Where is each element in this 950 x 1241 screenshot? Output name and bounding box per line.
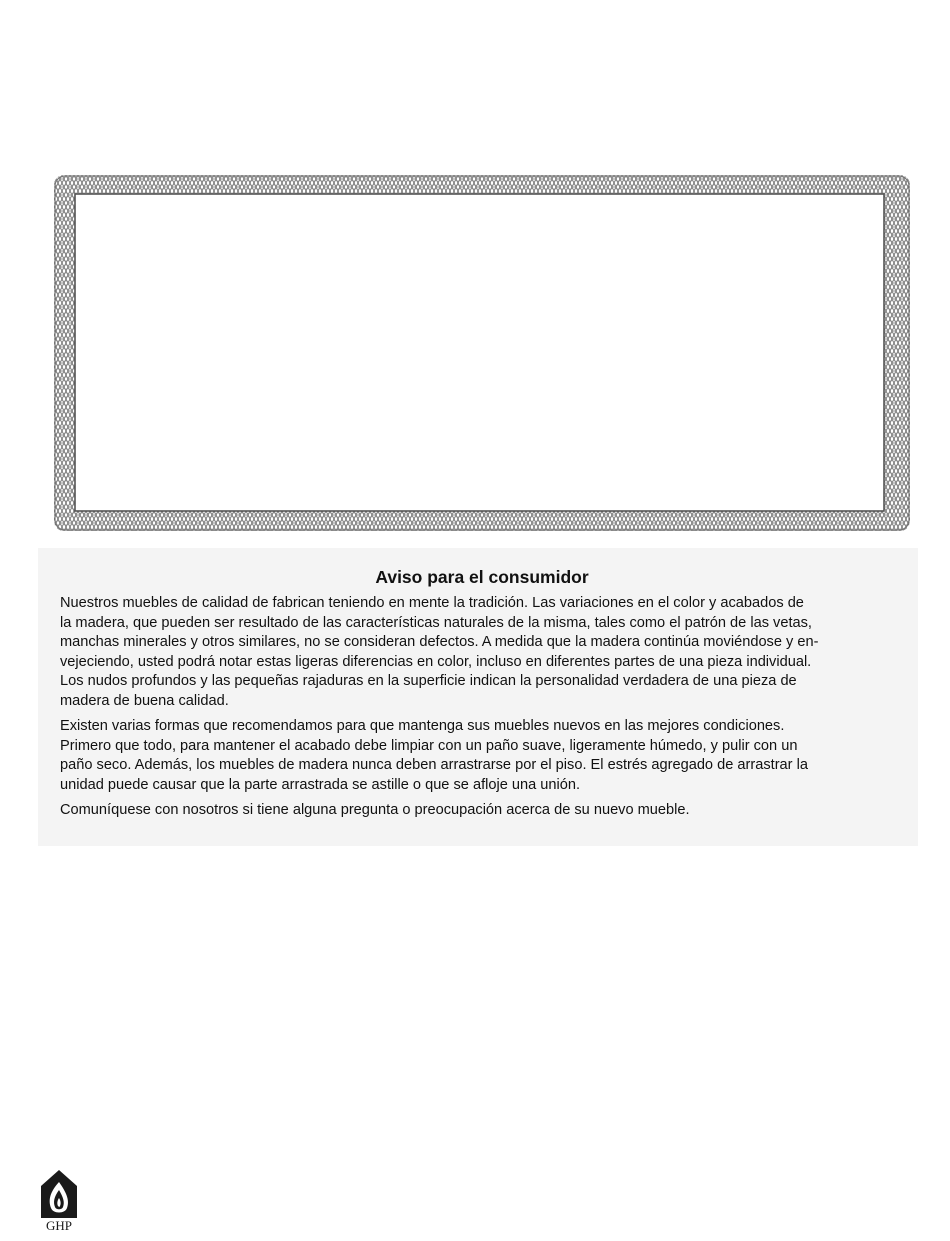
- notice-body: [60, 594, 900, 827]
- paragraph-line: Primero que todo, para mantener el acabado debe limpiar con un paño suave, ligeramente húmedo, y pulir con un: [60, 737, 798, 754]
- paragraph-line: Nuestros muebles de calidad de fabrican teniendo en mente la tradición. Las variaciones en el color y acabados de: [60, 595, 804, 611]
- paragraph-quality: [60, 594, 900, 711]
- paragraph-contact: [60, 801, 900, 821]
- paragraph-line: la madera, que pueden ser resultado de las características naturales de la misma, tales como el patrón de las vetas,: [60, 614, 812, 631]
- paragraph-line: paño seco. Además, los muebles de madera nunca deben arrastrarse por el piso. El estrés agregado de arrastrar la: [60, 757, 808, 773]
- ghp-logo-icon: [39, 1168, 79, 1234]
- consumer-notice-panel: [38, 548, 918, 846]
- paragraph-line: madera de buena calidad.: [60, 692, 229, 709]
- paragraph-line: Existen varias formas que recomendamos para que mantenga sus muebles nuevos en las mejores condiciones.: [60, 718, 785, 734]
- paragraph-line: unidad puede causar que la parte arrastrada se astille o que se afloje una unión.: [60, 776, 581, 793]
- paragraph-line: vejeciendo, usted podrá notar estas ligeras diferencias en color, incluso en diferentes partes de una pieza individual.: [60, 653, 812, 670]
- notice-title: Aviso para el consumidor: [375, 567, 589, 587]
- paragraph-line: Comuníquese con nosotros si tiene alguna pregunta o preocupación acerca de su nuevo mueble.: [60, 802, 690, 818]
- decorative-border-frame: [54, 175, 910, 531]
- logo-text: GHP: [45, 1218, 73, 1233]
- paragraph-line: manchas minerales y otros similares, no se consideran defectos. A medida que la madera continúa moviéndose y en-: [60, 634, 819, 650]
- paragraph-care: [60, 717, 900, 795]
- paragraph-line: Los nudos profundos y las pequeñas rajaduras en la superficie indican la personalidad verdadera de una pieza de: [60, 673, 797, 689]
